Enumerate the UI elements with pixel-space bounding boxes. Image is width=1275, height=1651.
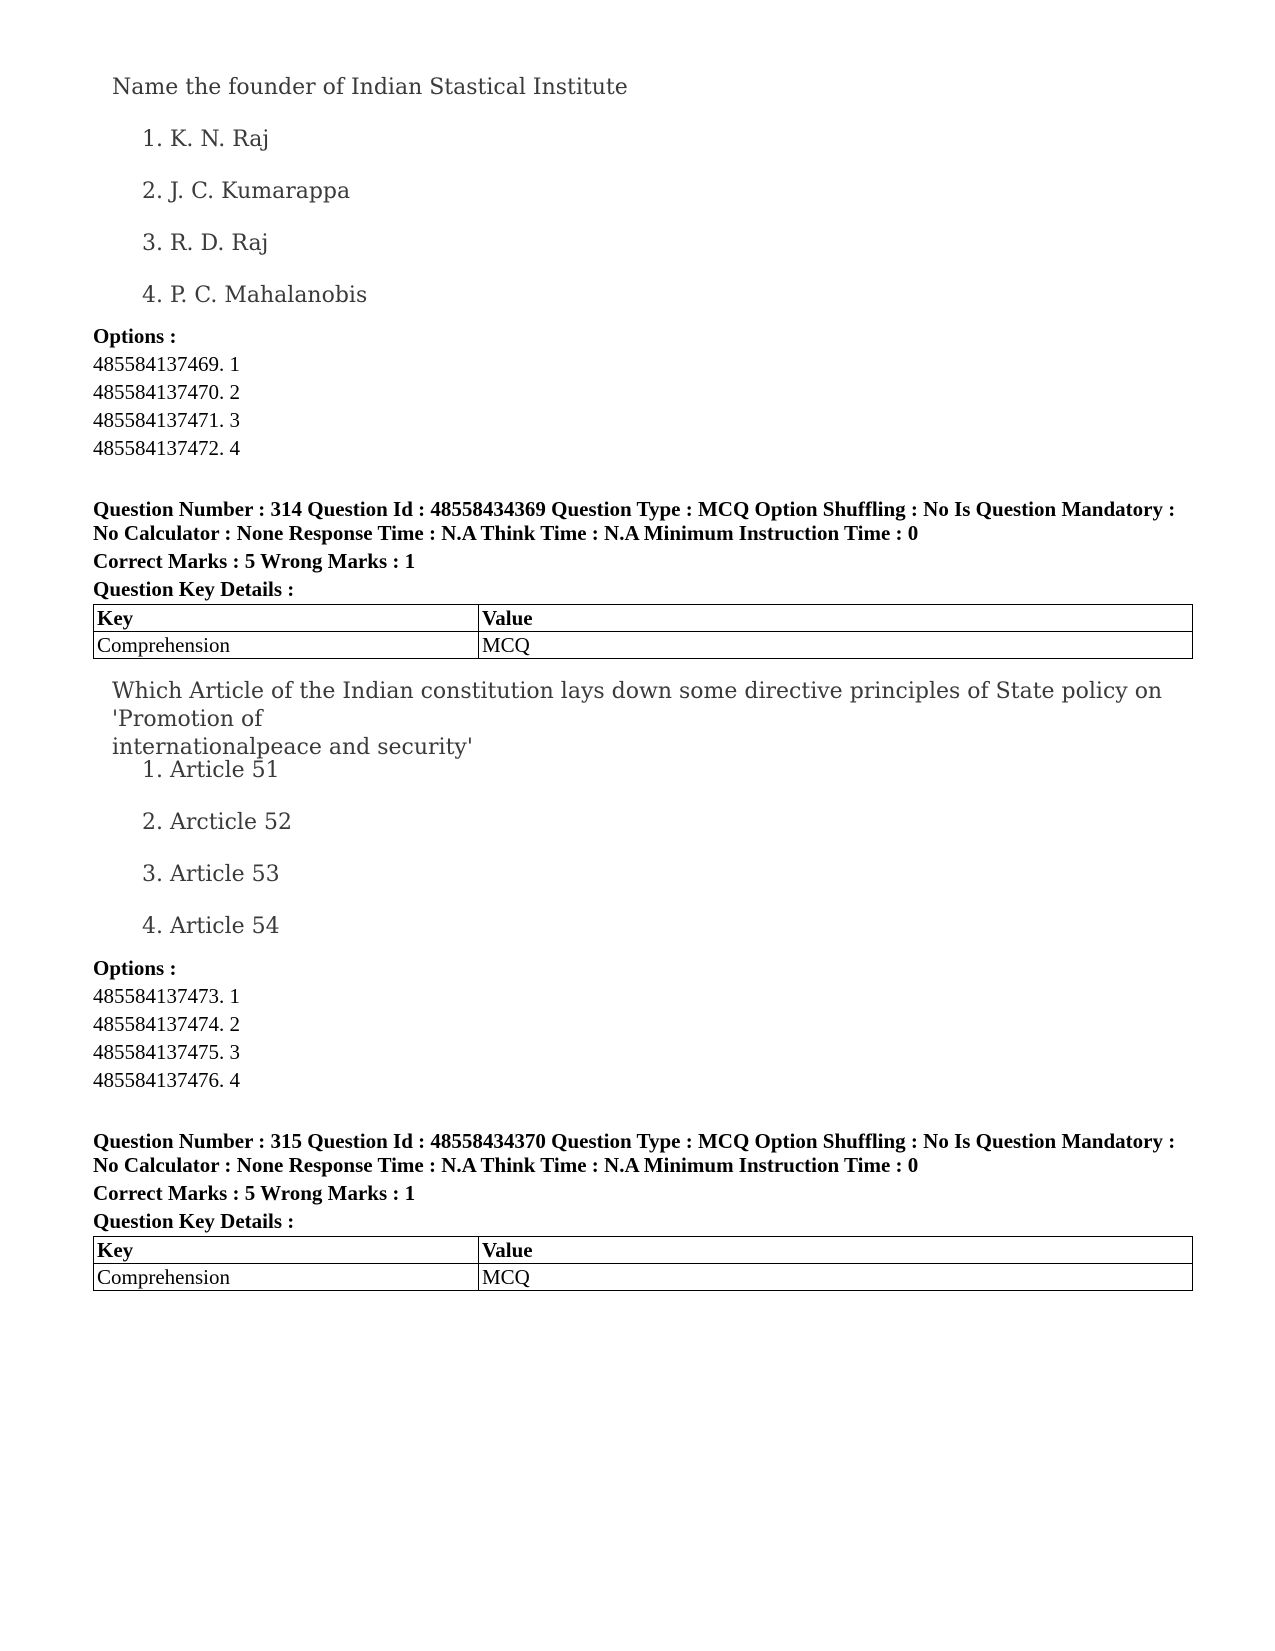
answer-choice: 2. J. C. Kumarappa — [142, 179, 351, 204]
answer-choice: 4. Article 54 — [142, 914, 280, 939]
key-details-label: Question Key Details : — [93, 1209, 295, 1233]
table-cell: Comprehension — [94, 632, 479, 659]
option-id: 485584137473. 1 — [93, 984, 240, 1008]
table-row — [94, 632, 1193, 659]
answer-choice: 1. Article 51 — [142, 758, 280, 783]
option-id: 485584137476. 4 — [93, 1068, 240, 1092]
answer-choice: 3. Article 53 — [142, 862, 280, 887]
question-text-line: Which Article of the Indian constitution lays down some directive principles of State policy on 'Promotion of — [112, 679, 1163, 732]
table-row — [94, 1264, 1193, 1291]
question-text: Name the founder of Indian Stastical Institute — [112, 75, 628, 100]
table-header-cell: Key — [94, 1237, 479, 1264]
key-details-table — [93, 1236, 1193, 1291]
table-cell: Comprehension — [94, 1264, 479, 1291]
option-id: 485584137470. 2 — [93, 380, 240, 404]
question-meta-line: Question Number : 315 Question Id : 48558434370 Question Type : MCQ Option Shuffling : No Is Question Mandatory : — [93, 1129, 1176, 1153]
question-text-line: internationalpeace and security' — [112, 735, 473, 760]
option-id: 485584137469. 1 — [93, 352, 240, 376]
marks-line: Correct Marks : 5 Wrong Marks : 1 — [93, 1181, 416, 1205]
marks-line: Correct Marks : 5 Wrong Marks : 1 — [93, 549, 416, 573]
question-text — [112, 678, 1172, 762]
table-header-cell: Value — [479, 1237, 1193, 1264]
table-header-row — [94, 1237, 1193, 1264]
answer-choice: 3. R. D. Raj — [142, 231, 269, 256]
table-cell: MCQ — [479, 1264, 1193, 1291]
table-header-row — [94, 605, 1193, 632]
table-cell: MCQ — [479, 632, 1193, 659]
option-id: 485584137474. 2 — [93, 1012, 240, 1036]
option-id: 485584137472. 4 — [93, 436, 240, 460]
options-label: Options : — [93, 956, 177, 980]
question-meta-line: No Calculator : None Response Time : N.A Think Time : N.A Minimum Instruction Time : 0 — [93, 521, 919, 545]
option-id: 485584137475. 3 — [93, 1040, 240, 1064]
table-header-cell: Key — [94, 605, 479, 632]
answer-choice: 2. Arcticle 52 — [142, 810, 292, 835]
question-meta — [93, 1129, 1193, 1177]
key-details-label: Question Key Details : — [93, 577, 295, 601]
question-meta-line: No Calculator : None Response Time : N.A Think Time : N.A Minimum Instruction Time : 0 — [93, 1153, 919, 1177]
options-label: Options : — [93, 324, 177, 348]
answer-choice: 4. P. C. Mahalanobis — [142, 283, 368, 308]
question-meta — [93, 497, 1193, 545]
answer-choice: 1. K. N. Raj — [142, 127, 270, 152]
key-details-table — [93, 604, 1193, 659]
option-id: 485584137471. 3 — [93, 408, 240, 432]
table-header-cell: Value — [479, 605, 1193, 632]
question-meta-line: Question Number : 314 Question Id : 48558434369 Question Type : MCQ Option Shuffling : No Is Question Mandatory : — [93, 497, 1176, 521]
